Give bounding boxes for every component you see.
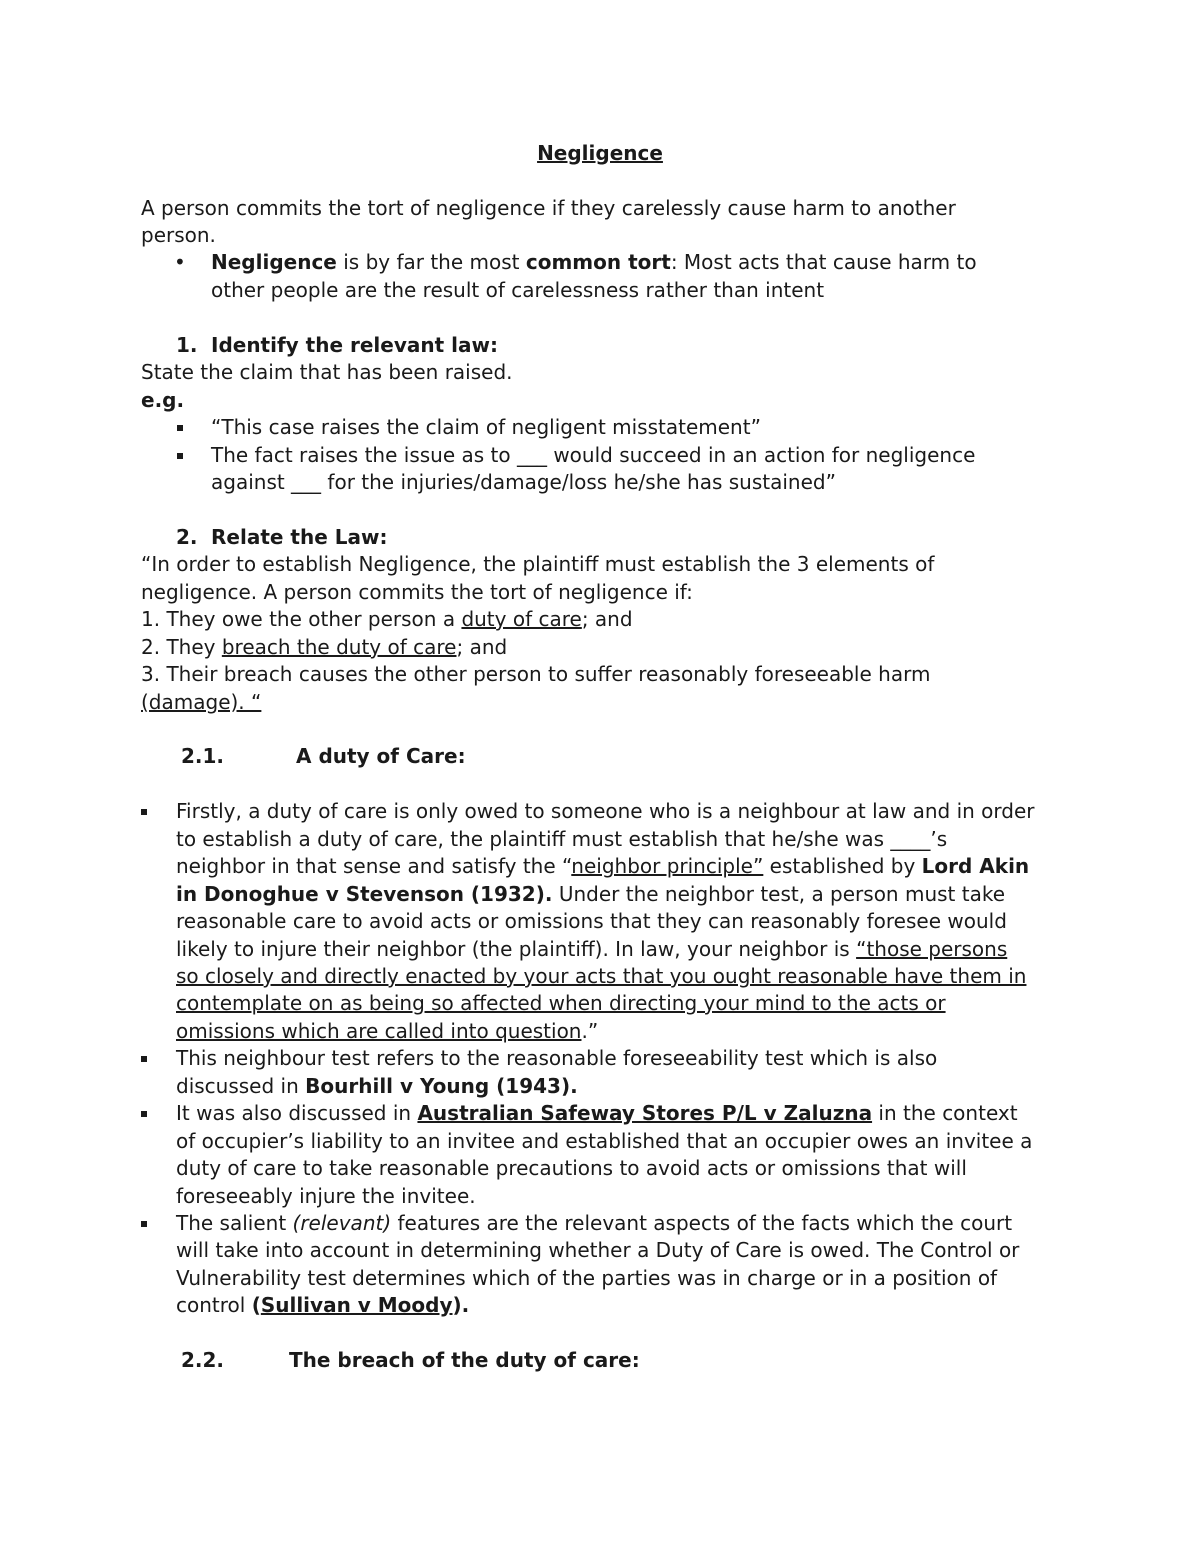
section-1-example-2-line-2: against ___ for the injuries/damage/loss he/she has sustained” [211,470,836,494]
intro-bullet-line-2: other people are the result of carelessness rather than intent [211,278,825,302]
element-3-cont: (damage). “ [141,690,262,714]
duty-bullet-1-line-6: likely to injure their neighbor (the plaintiff). In law, your neighbor is “those persons [176,937,1008,961]
section-2-1-heading: A duty of Care: [296,744,466,768]
duty-bullet-4-line-4: control (Sullivan v Moody). [176,1293,470,1317]
square-bullet-icon [141,1111,147,1117]
intro-bullet-line-1: Negligence is by far the most common tort: Most acts that cause harm to [211,250,977,274]
square-bullet-icon [141,809,147,815]
section-1-state: State the claim that has been raised. [141,360,513,384]
section-2-2-heading: The breach of the duty of care: [289,1348,640,1372]
duty-bullet-1-line-4: in Donoghue v Stevenson (1932). Under the neighbor test, a person must take [176,882,1006,906]
section-2-heading: Relate the Law: [211,525,388,549]
duty-bullet-1-line-8: contemplate on as being so affected when directing your mind to the acts or [176,991,946,1015]
bullet-dot-icon: • [174,250,186,274]
duty-bullet-2-line-1: This neighbour test refers to the reasonable foreseeability test which is also [176,1046,938,1070]
section-1-example-2-line-1: The fact raises the issue as to ___ would succeed in an action for negligence [211,443,976,467]
duty-bullet-1-line-1: Firstly, a duty of care is only owed to someone who is a neighbour at law and in order [176,799,1035,823]
section-1-example-1: “This case raises the claim of negligent misstatement” [211,415,761,439]
square-bullet-icon [177,425,183,431]
section-2-2-number: 2.2. [181,1348,225,1372]
duty-bullet-3-line-1: It was also discussed in Australian Safeway Stores P/L v Zaluzna in the context [176,1101,1018,1125]
section-1-eg: e.g. [141,388,185,412]
duty-bullet-4-line-2: will take into account in determining whether a Duty of Care is owed. The Control or [176,1238,1020,1262]
section-2-para-line-1: “In order to establish Negligence, the plaintiff must establish the 3 elements of [141,552,935,576]
section-1-number: 1. [176,333,198,357]
duty-bullet-4-line-1: The salient (relevant) features are the relevant aspects of the facts which the court [176,1211,1013,1235]
duty-bullet-3-line-4: foreseeably injure the invitee. [176,1184,476,1208]
section-2-para-line-2: negligence. A person commits the tort of negligence if: [141,580,693,604]
section-1-heading: Identify the relevant law: [211,333,498,357]
duty-bullet-1-line-3: neighbor in that sense and satisfy the “neighbor principle” established by Lord Akin [176,854,1030,878]
intro-line-2: person. [141,223,216,247]
section-2-1-number: 2.1. [181,744,225,768]
duty-bullet-1-line-5: reasonable care to avoid acts or omissions that they can reasonably foresee would [176,909,1007,933]
page-title: Negligence [537,141,663,165]
square-bullet-icon [141,1221,147,1227]
duty-bullet-4-line-3: Vulnerability test determines which of the parties was in charge or in a position of [176,1266,998,1290]
duty-bullet-1-line-7: so closely and directly enacted by your acts that you ought reasonable have them in [176,964,1027,988]
duty-bullet-2-line-2: discussed in Bourhill v Young (1943). [176,1074,578,1098]
intro-line-1: A person commits the tort of negligence if they carelessly cause harm to another [141,196,956,220]
duty-bullet-1-line-2: to establish a duty of care, the plaintiff must establish that he/she was ____’s [176,827,948,851]
duty-bullet-1-line-9: omissions which are called into question.” [176,1019,599,1043]
element-3: 3. Their breach causes the other person to suffer reasonably foreseeable harm [141,662,931,686]
element-2: 2. They breach the duty of care; and [141,635,508,659]
square-bullet-icon [141,1056,147,1062]
duty-bullet-3-line-2: of occupier’s liability to an invitee and established that an occupier owes an invitee a [176,1129,1033,1153]
square-bullet-icon [177,453,183,459]
section-2-number: 2. [176,525,198,549]
duty-bullet-3-line-3: duty of care to take reasonable precautions to avoid acts or omissions that will [176,1156,967,1180]
element-1: 1. They owe the other person a duty of care; and [141,607,633,631]
